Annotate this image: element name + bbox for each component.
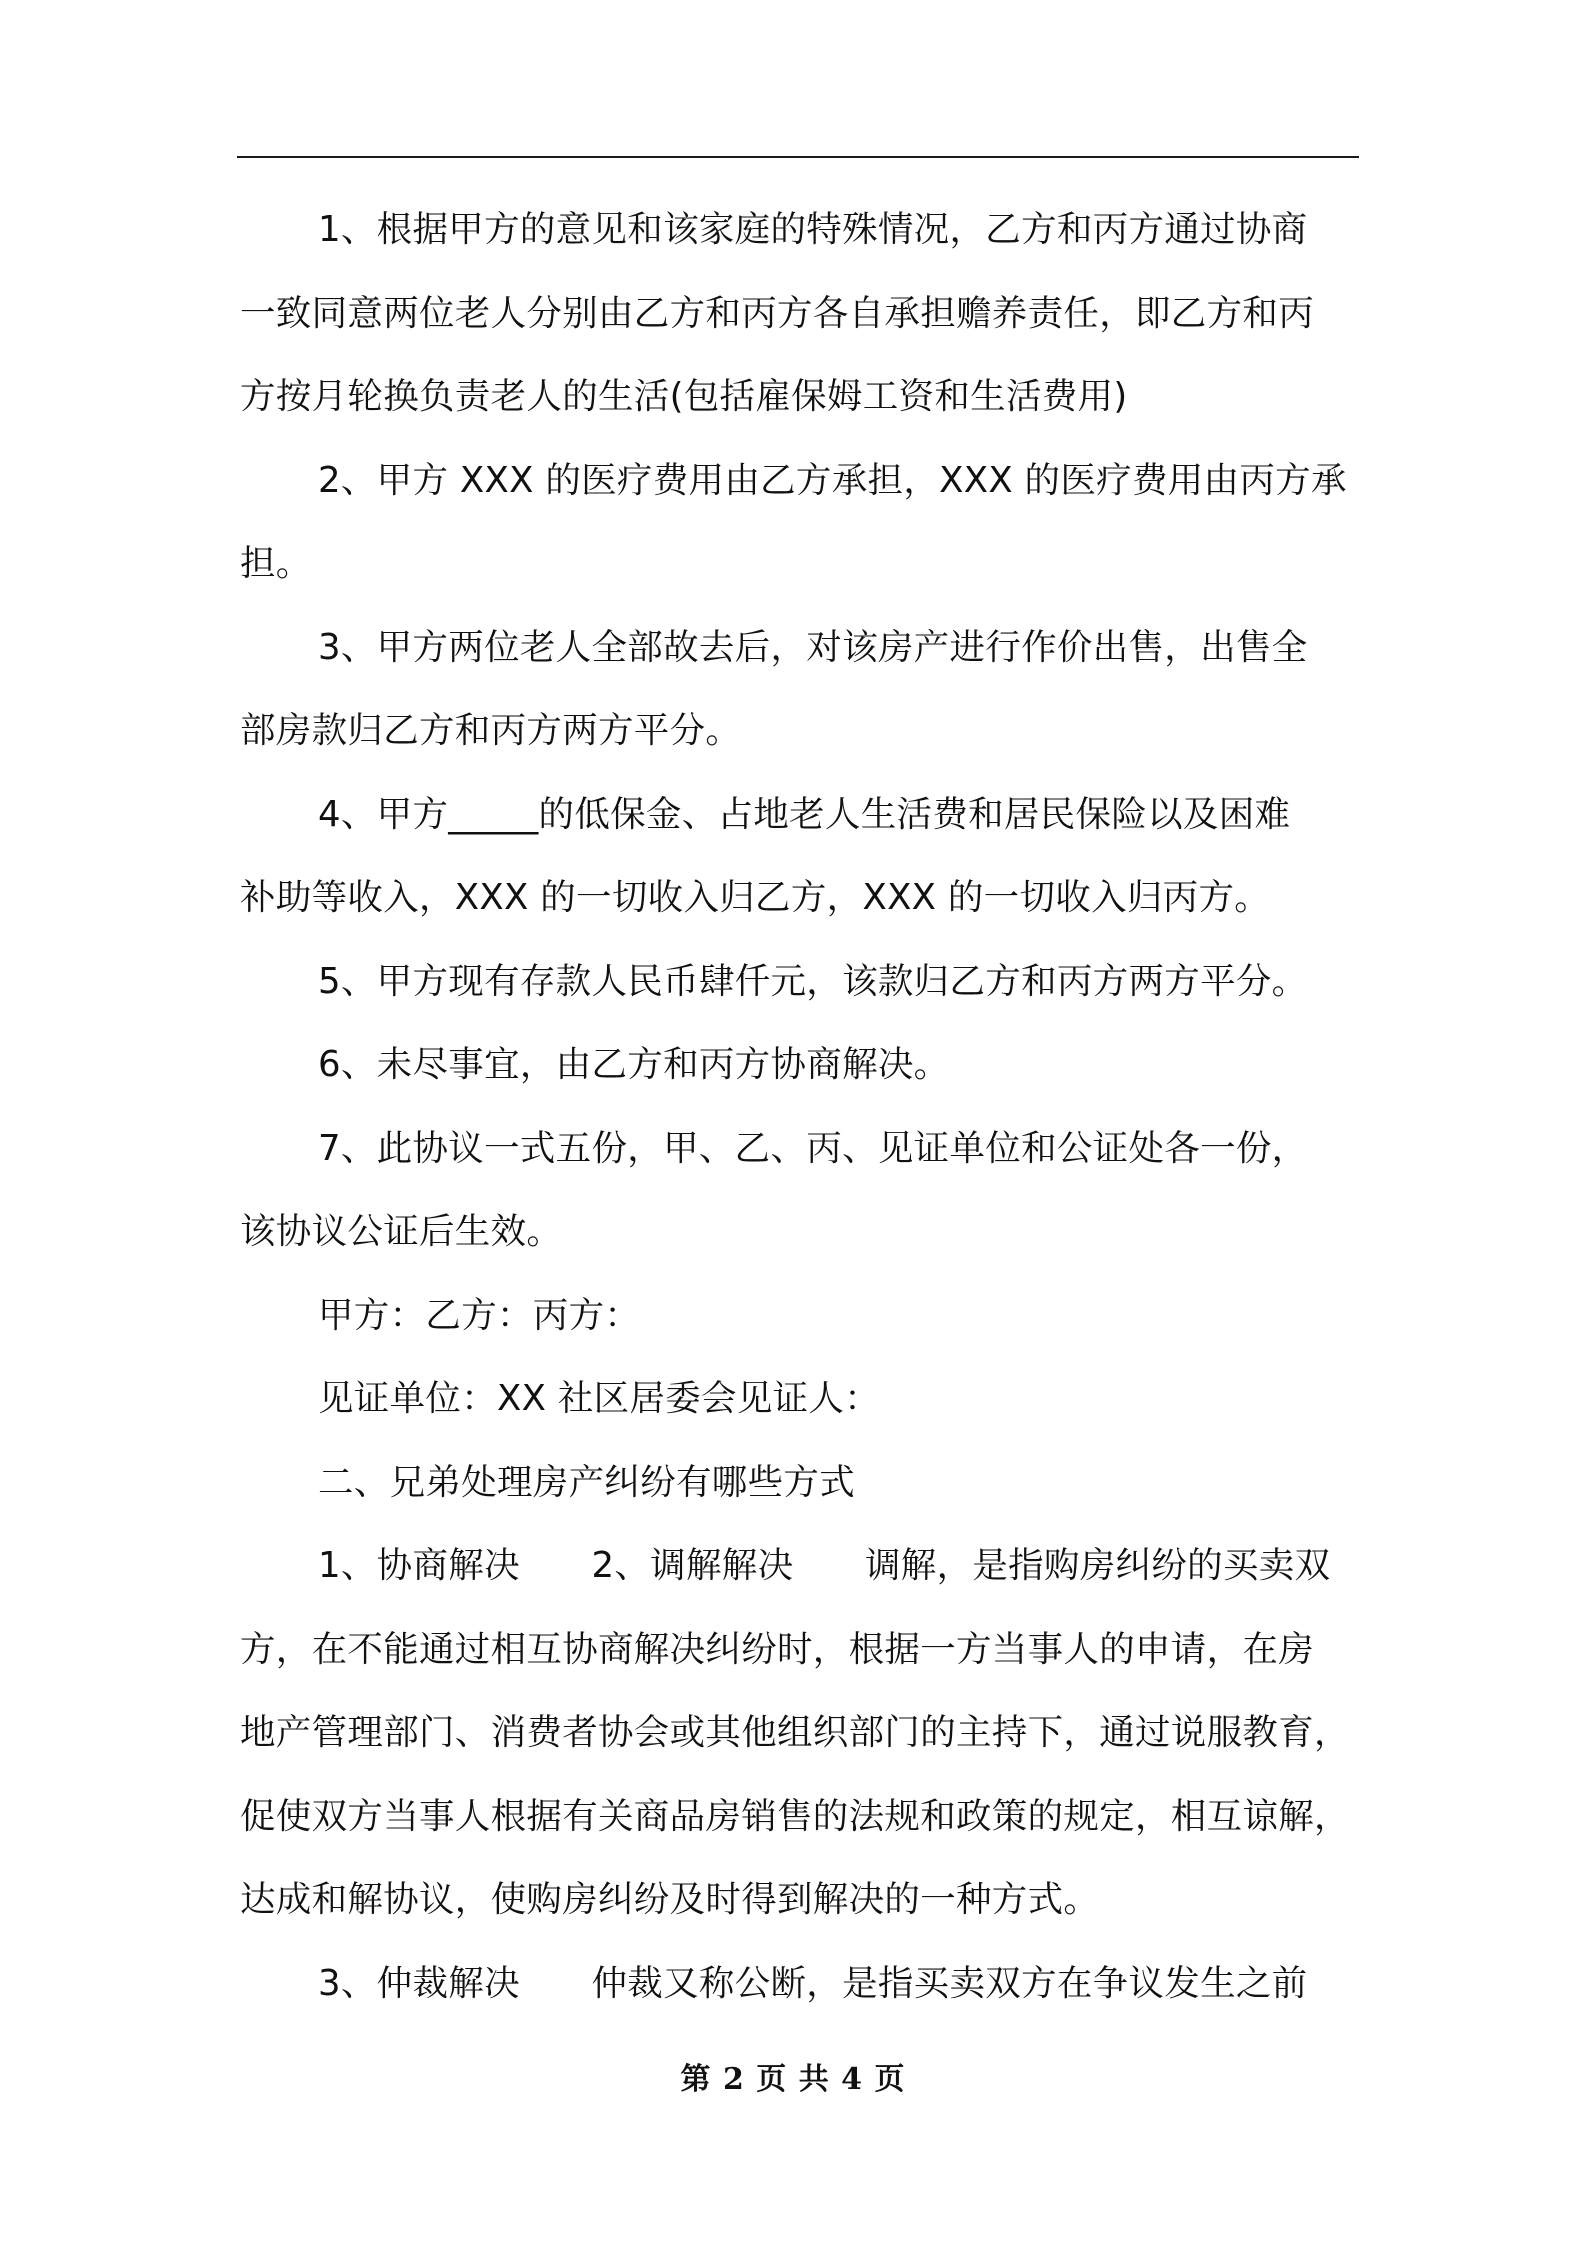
method-line-5: 达成和解协议，使购房纠纷及时得到解决的一种方式。 [240,1879,1100,1920]
para-1-line-2: 一致同意两位老人分别由乙方和丙方各自承担赡养责任，即乙方和丙 [240,293,1315,334]
header-rule [237,156,1359,158]
para-2-line-2: 担。 [240,543,312,584]
para-7-line-2: 该协议公证后生效。 [240,1211,563,1252]
method-line-2: 方，在不能通过相互协商解决纠纷时，根据一方当事人的申请，在房 [240,1629,1315,1670]
page-number: 第 2 页 共 4 页 [680,2062,906,2097]
para-4-line-2: 补助等收入，XXX 的一切收入归乙方，XXX 的一切收入归丙方。 [240,877,1271,918]
method-line-1: 1、协商解决 2、调解解决 调解，是指购房纠纷的买卖双 [318,1545,1331,1586]
para-5-line-1: 5、甲方现有存款人民币肆仟元，该款归乙方和丙方两方平分。 [318,961,1308,1002]
para-4-line-1: 4、甲方_____的低保金、占地老人生活费和居民保险以及困难 [318,794,1291,835]
section-heading: 二、兄弟处理房产纠纷有哪些方式 [318,1462,856,1503]
method-line-3: 地产管理部门、消费者协会或其他组织部门的主持下，通过说服教育， [240,1712,1350,1753]
signature-witness: 见证单位：XX 社区居委会见证人： [318,1378,881,1419]
signature-parties: 甲方：乙方：丙方： [318,1295,641,1336]
para-6-line-1: 6、未尽事宜，由乙方和丙方协商解决。 [318,1044,950,1085]
para-3-line-2: 部房款归乙方和丙方两方平分。 [240,710,742,751]
method-line-6: 3、仲裁解决 仲裁又称公断，是指买卖双方在争议发生之前 [318,1963,1308,2004]
para-1-line-1: 1、根据甲方的意见和该家庭的特殊情况，乙方和丙方通过协商 [318,209,1308,250]
para-1-line-3: 方按月轮换负责老人的生活(包括雇保姆工资和生活费用) [240,376,1128,417]
para-3-line-1: 3、甲方两位老人全部故去后，对该房产进行作价出售，出售全 [318,627,1308,668]
para-2-line-1: 2、甲方 XXX 的医疗费用由乙方承担，XXX 的医疗费用由丙方承 [318,460,1347,501]
method-line-4: 促使双方当事人根据有关商品房销售的法规和政策的规定，相互谅解， [240,1796,1350,1837]
para-7-line-1: 7、此协议一式五份，甲、乙、丙、见证单位和公证处各一份， [318,1128,1308,1169]
